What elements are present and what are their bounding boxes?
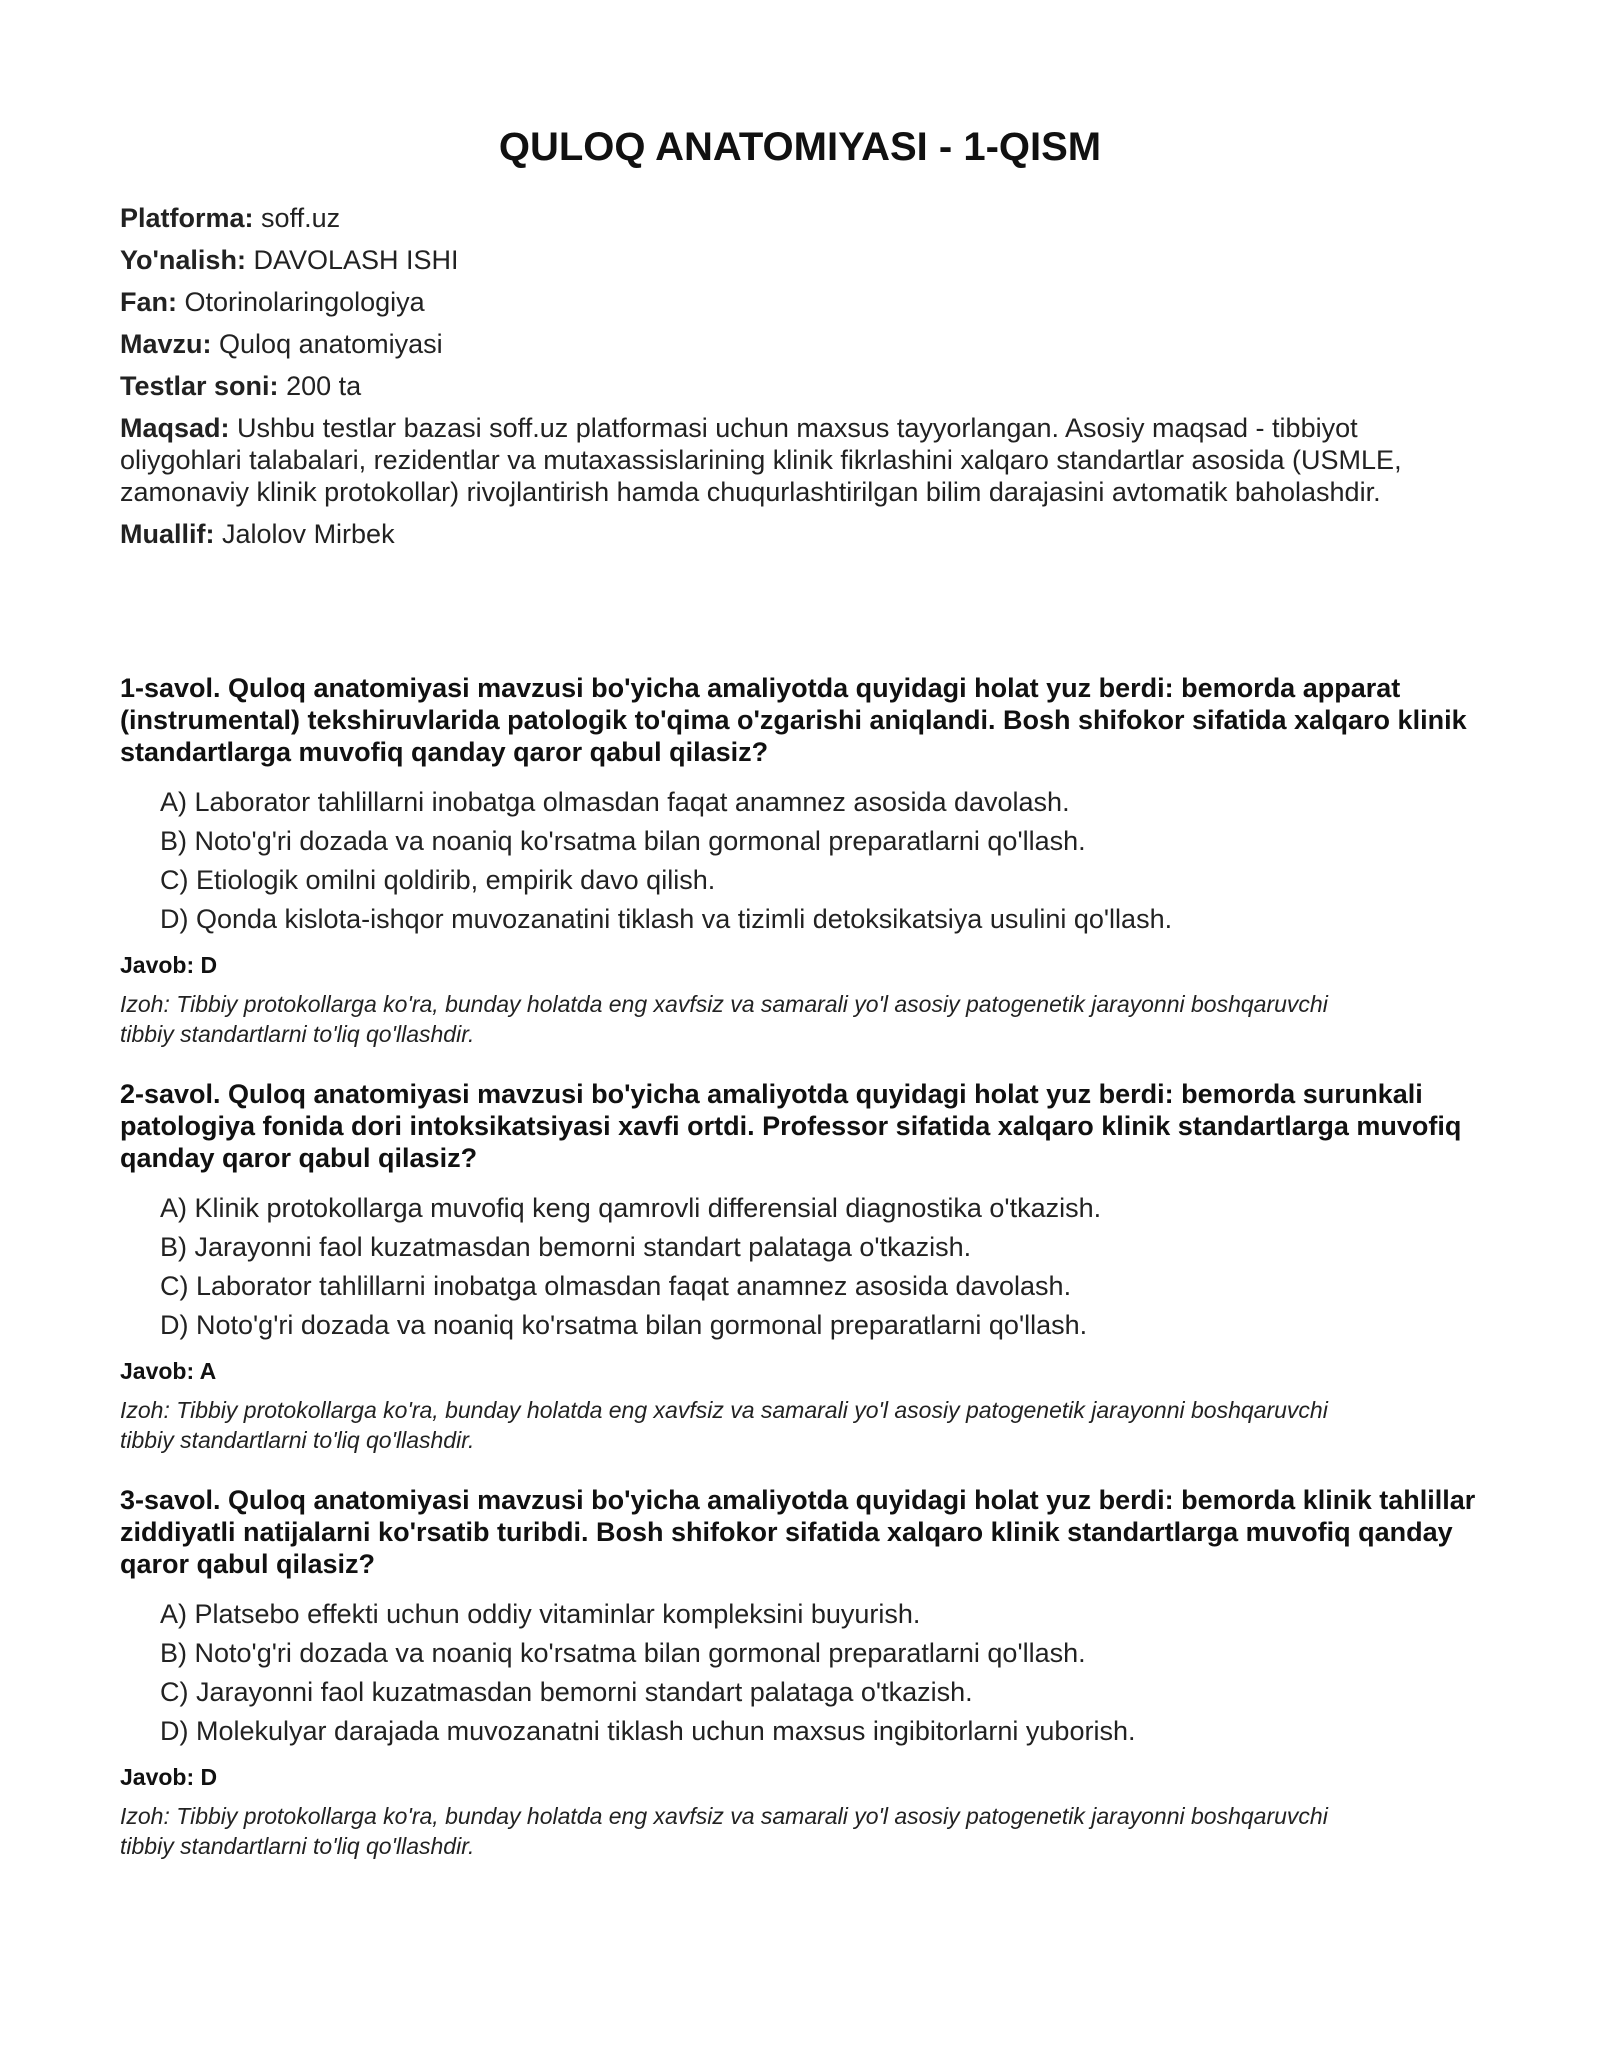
meta-author — [120, 518, 1440, 550]
meta-value: Quloq anatomiyasi — [219, 329, 443, 359]
option-d: D) Molekulyar darajada muvozanatni tiklash uchun maxsus ingibitorlarni yuborish. — [160, 1716, 1136, 1746]
meta-value: Ushbu testlar bazasi soff.uz platformasi uchun maxsus tayyorlangan. Asosiy maqsad - tibbiyot oliygohlari talabalari, rezidentlar va mutaxassislarining klinik fikrlashini xalqaro standartlar asosida (USMLE, zamonaviy klinik protokollar) rivojlantirish hamda chuqurlashtirilgan bilim darajasini avtomatik baholashdir. — [120, 413, 1402, 507]
question-2 — [120, 1078, 1480, 1455]
meta-test-count — [120, 370, 1440, 402]
document-title: QULOQ ANATOMIYASI - 1-QISM — [498, 125, 1102, 169]
answer-key: Javob: A — [120, 1358, 217, 1384]
option-b: B) Noto'g'ri dozada va noaniq ko'rsatma bilan gormonal preparatlarni qo'llash. — [160, 1638, 1086, 1668]
question-text: 2-savol. Quloq anatomiyasi mavzusi bo'yicha amaliyotda quyidagi holat yuz berdi: bemorda surunkali patologiya fonida dori intoksikatsiyasi xavfi ortdi. Professor sifatida xalqaro klinik standartlarga muvofiq qanday qaror qabul qilasiz? — [120, 1079, 1462, 1173]
question-text: 1-savol. Quloq anatomiyasi mavzusi bo'yicha amaliyotda quyidagi holat yuz berdi: bemorda apparat (instrumental) tekshiruvlarida patologik to'qima o'zgarishi aniqlandi. Bosh shifokor sifatida xalqaro klinik standartlarga muvofiq qanday qaror qabul qilasiz? — [120, 673, 1467, 767]
option-c: C) Jarayonni faol kuzatmasdan bemorni standart palataga o'tkazish. — [160, 1677, 973, 1707]
meta-key: Platforma: — [120, 203, 254, 233]
option-c: C) Etiologik omilni qoldirib, empirik davo qilish. — [160, 865, 716, 895]
answer-options — [160, 786, 1480, 935]
meta-platform — [120, 202, 1440, 234]
meta-key: Testlar soni: — [120, 371, 279, 401]
answer-key: Javob: D — [120, 1764, 218, 1790]
meta-topic — [120, 328, 1440, 360]
meta-value: DAVOLASH ISHI — [253, 245, 459, 275]
option-c: C) Laborator tahlillarni inobatga olmasdan faqat anamnez asosida davolash. — [160, 1271, 1072, 1301]
meta-key: Fan: — [120, 287, 177, 317]
option-b: B) Noto'g'ri dozada va noaniq ko'rsatma bilan gormonal preparatlarni qo'llash. — [160, 826, 1086, 856]
option-d: D) Noto'g'ri dozada va noaniq ko'rsatma bilan gormonal preparatlarni qo'llash. — [160, 1310, 1088, 1340]
explanation: Izoh: Tibbiy protokollarga ko'ra, bunday holatda eng xavfsiz va samarali yo'l asosiy patogenetik jarayonni boshqaruvchi tibbiy standartlarni to'liq qo'llashdir. — [120, 991, 1328, 1047]
option-b: B) Jarayonni faol kuzatmasdan bemorni standart palataga o'tkazish. — [160, 1232, 972, 1262]
answer-options — [160, 1598, 1480, 1747]
meta-direction — [120, 244, 1440, 276]
meta-key: Mavzu: — [120, 329, 212, 359]
option-d: D) Qonda kislota-ishqor muvozanatini tiklash va tizimli detoksikatsiya usulini qo'llash. — [160, 904, 1173, 934]
option-a: A) Platsebo effekti uchun oddiy vitaminlar kompleksini buyurish. — [160, 1599, 921, 1629]
meta-key: Yo'nalish: — [120, 245, 246, 275]
meta-key: Maqsad: — [120, 413, 230, 443]
meta-subject — [120, 286, 1440, 318]
meta-purpose — [120, 412, 1440, 508]
meta-value: Jalolov Mirbek — [222, 519, 395, 549]
option-a: A) Klinik protokollarga muvofiq keng qamrovli differensial diagnostika o'tkazish. — [160, 1193, 1102, 1223]
explanation: Izoh: Tibbiy protokollarga ko'ra, bunday holatda eng xavfsiz va samarali yo'l asosiy patogenetik jarayonni boshqaruvchi tibbiy standartlarni to'liq qo'llashdir. — [120, 1397, 1328, 1453]
meta-value: soff.uz — [261, 203, 341, 233]
question-text: 3-savol. Quloq anatomiyasi mavzusi bo'yicha amaliyotda quyidagi holat yuz berdi: bemorda klinik tahlillar ziddiyatli natijalarni ko'rsatib turibdi. Bosh shifokor sifatida xalqaro klinik standartlarga muvofiq qanday qaror qabul qilasiz? — [120, 1485, 1476, 1579]
meta-value: 200 ta — [286, 371, 362, 401]
meta-value: Otorinolaringologiya — [184, 287, 425, 317]
meta-key: Muallif: — [120, 519, 215, 549]
explanation: Izoh: Tibbiy protokollarga ko'ra, bunday holatda eng xavfsiz va samarali yo'l asosiy patogenetik jarayonni boshqaruvchi tibbiy standartlarni to'liq qo'llashdir. — [120, 1803, 1328, 1859]
question-3 — [120, 1484, 1480, 1861]
option-a: A) Laborator tahlillarni inobatga olmasdan faqat anamnez asosida davolash. — [160, 787, 1070, 817]
answer-options — [160, 1192, 1480, 1341]
answer-key: Javob: D — [120, 952, 218, 978]
metadata-block — [120, 202, 1440, 560]
question-1 — [120, 672, 1480, 1049]
